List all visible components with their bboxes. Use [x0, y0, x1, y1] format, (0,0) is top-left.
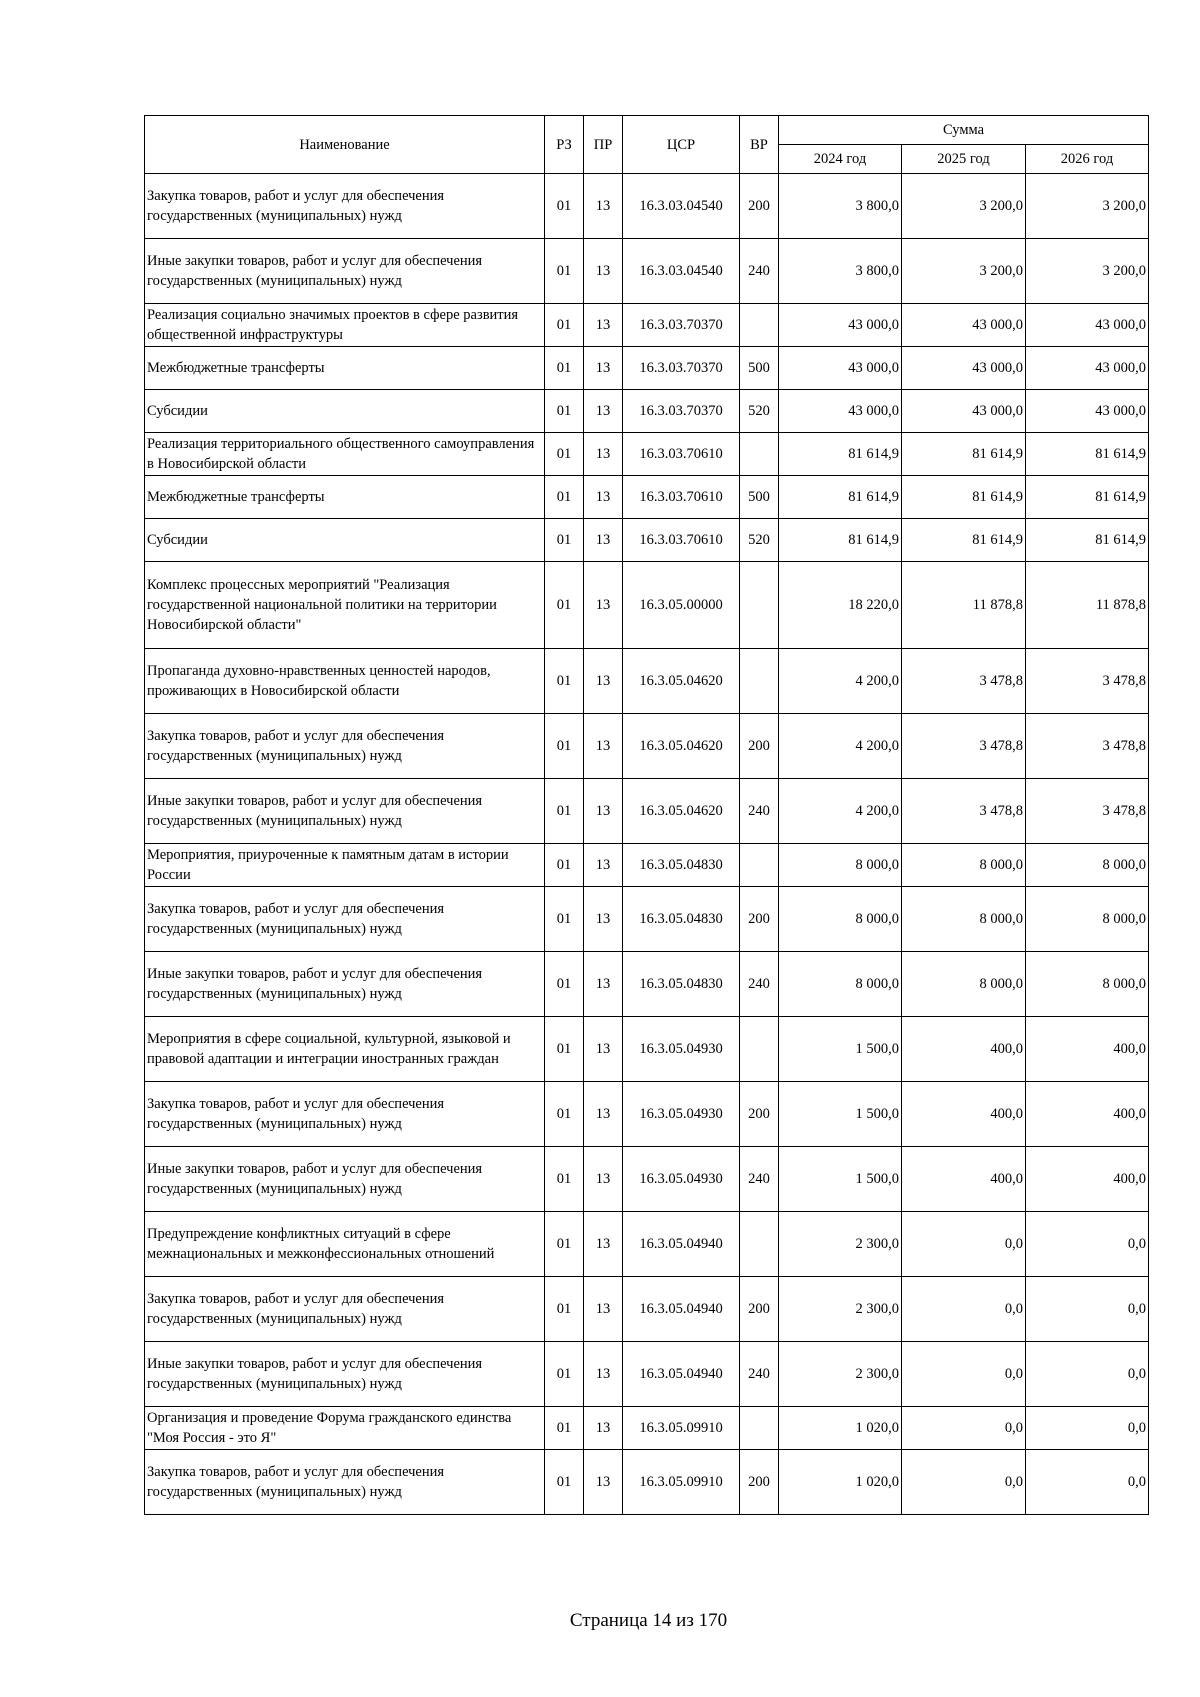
cell-name: Пропаганда духовно-нравственных ценностей народов, проживающих в Новосибирской области — [145, 649, 545, 714]
cell-name: Иные закупки товаров, работ и услуг для обеспечения государственных (муниципальных) нужд — [145, 952, 545, 1017]
header-year-2026: 2026 год — [1026, 145, 1149, 174]
cell-2025: 0,0 — [902, 1407, 1026, 1450]
cell-csr: 16.3.03.04540 — [623, 239, 740, 304]
cell-vr: 200 — [740, 1082, 779, 1147]
cell-rz: 01 — [545, 239, 584, 304]
cell-rz: 01 — [545, 304, 584, 347]
cell-2026: 81 614,9 — [1026, 519, 1149, 562]
cell-2024: 43 000,0 — [779, 347, 902, 390]
cell-2025: 0,0 — [902, 1212, 1026, 1277]
table-row — [145, 1212, 1149, 1277]
cell-vr: 200 — [740, 1450, 779, 1515]
cell-2024: 4 200,0 — [779, 649, 902, 714]
cell-vr: 240 — [740, 779, 779, 844]
cell-pr: 13 — [584, 476, 623, 519]
table-row — [145, 174, 1149, 239]
cell-2024: 3 800,0 — [779, 174, 902, 239]
header-vr: ВР — [740, 116, 779, 174]
cell-vr — [740, 1407, 779, 1450]
cell-pr: 13 — [584, 1147, 623, 1212]
header-year-2024: 2024 год — [779, 145, 902, 174]
cell-rz: 01 — [545, 519, 584, 562]
cell-vr: 200 — [740, 174, 779, 239]
cell-2024: 2 300,0 — [779, 1212, 902, 1277]
table-row — [145, 239, 1149, 304]
cell-2024: 8 000,0 — [779, 887, 902, 952]
cell-name: Закупка товаров, работ и услуг для обеспечения государственных (муниципальных) нужд — [145, 1450, 545, 1515]
cell-vr: 500 — [740, 347, 779, 390]
header-csr: ЦСР — [623, 116, 740, 174]
cell-pr: 13 — [584, 519, 623, 562]
cell-2024: 1 500,0 — [779, 1017, 902, 1082]
cell-rz: 01 — [545, 779, 584, 844]
table-row — [145, 779, 1149, 844]
table-row — [145, 649, 1149, 714]
cell-vr: 240 — [740, 1342, 779, 1407]
cell-2024: 81 614,9 — [779, 519, 902, 562]
cell-name: Закупка товаров, работ и услуг для обеспечения государственных (муниципальных) нужд — [145, 887, 545, 952]
cell-2025: 43 000,0 — [902, 347, 1026, 390]
cell-name: Комплекс процессных мероприятий "Реализация государственной национальной политики на территории Новосибирской области" — [145, 562, 545, 649]
cell-2026: 11 878,8 — [1026, 562, 1149, 649]
cell-csr: 16.3.03.70370 — [623, 304, 740, 347]
cell-name: Предупреждение конфликтных ситуаций в сфере межнациональных и межконфессиональных отношений — [145, 1212, 545, 1277]
cell-2025: 3 478,8 — [902, 649, 1026, 714]
table-row — [145, 887, 1149, 952]
table-row — [145, 433, 1149, 476]
cell-vr: 240 — [740, 239, 779, 304]
cell-csr: 16.3.05.00000 — [623, 562, 740, 649]
cell-csr: 16.3.05.04930 — [623, 1147, 740, 1212]
cell-vr: 200 — [740, 714, 779, 779]
cell-name: Иные закупки товаров, работ и услуг для обеспечения государственных (муниципальных) нужд — [145, 1342, 545, 1407]
header-pr: ПР — [584, 116, 623, 174]
cell-csr: 16.3.03.70610 — [623, 433, 740, 476]
cell-vr: 200 — [740, 1277, 779, 1342]
cell-2026: 8 000,0 — [1026, 887, 1149, 952]
table-row — [145, 1017, 1149, 1082]
cell-2025: 8 000,0 — [902, 952, 1026, 1017]
table-body — [145, 174, 1149, 1515]
cell-vr — [740, 649, 779, 714]
cell-2026: 8 000,0 — [1026, 844, 1149, 887]
cell-pr: 13 — [584, 649, 623, 714]
cell-csr: 16.3.05.09910 — [623, 1450, 740, 1515]
budget-table — [144, 115, 1149, 1515]
cell-name: Иные закупки товаров, работ и услуг для обеспечения государственных (муниципальных) нужд — [145, 1147, 545, 1212]
cell-rz: 01 — [545, 1277, 584, 1342]
cell-name: Реализация социально значимых проектов в сфере развития общественной инфраструктуры — [145, 304, 545, 347]
cell-csr: 16.3.05.04930 — [623, 1082, 740, 1147]
cell-2024: 18 220,0 — [779, 562, 902, 649]
cell-vr — [740, 1212, 779, 1277]
cell-vr: 500 — [740, 476, 779, 519]
cell-pr: 13 — [584, 1277, 623, 1342]
cell-2026: 0,0 — [1026, 1212, 1149, 1277]
cell-pr: 13 — [584, 1082, 623, 1147]
cell-name: Межбюджетные трансферты — [145, 476, 545, 519]
cell-2024: 1 500,0 — [779, 1082, 902, 1147]
table-row — [145, 952, 1149, 1017]
cell-pr: 13 — [584, 433, 623, 476]
cell-csr: 16.3.03.04540 — [623, 174, 740, 239]
cell-csr: 16.3.05.04830 — [623, 952, 740, 1017]
cell-vr: 240 — [740, 1147, 779, 1212]
table-row — [145, 844, 1149, 887]
cell-rz: 01 — [545, 347, 584, 390]
cell-pr: 13 — [584, 779, 623, 844]
cell-2025: 8 000,0 — [902, 844, 1026, 887]
cell-csr: 16.3.05.04620 — [623, 649, 740, 714]
cell-vr: 520 — [740, 519, 779, 562]
cell-2026: 400,0 — [1026, 1147, 1149, 1212]
cell-2024: 8 000,0 — [779, 844, 902, 887]
cell-2026: 81 614,9 — [1026, 433, 1149, 476]
cell-2025: 400,0 — [902, 1147, 1026, 1212]
cell-csr: 16.3.03.70370 — [623, 390, 740, 433]
cell-2026: 3 478,8 — [1026, 779, 1149, 844]
cell-name: Организация и проведение Форума гражданского единства "Моя Россия - это Я" — [145, 1407, 545, 1450]
cell-name: Закупка товаров, работ и услуг для обеспечения государственных (муниципальных) нужд — [145, 1277, 545, 1342]
cell-2024: 1 020,0 — [779, 1407, 902, 1450]
cell-2024: 43 000,0 — [779, 390, 902, 433]
cell-pr: 13 — [584, 952, 623, 1017]
cell-pr: 13 — [584, 1342, 623, 1407]
cell-pr: 13 — [584, 347, 623, 390]
cell-2026: 400,0 — [1026, 1017, 1149, 1082]
cell-2024: 2 300,0 — [779, 1342, 902, 1407]
cell-2026: 8 000,0 — [1026, 952, 1149, 1017]
cell-name: Закупка товаров, работ и услуг для обеспечения государственных (муниципальных) нужд — [145, 174, 545, 239]
cell-2026: 43 000,0 — [1026, 390, 1149, 433]
cell-name: Мероприятия, приуроченные к памятным датам в истории России — [145, 844, 545, 887]
cell-2025: 400,0 — [902, 1082, 1026, 1147]
cell-rz: 01 — [545, 649, 584, 714]
cell-pr: 13 — [584, 844, 623, 887]
cell-vr: 520 — [740, 390, 779, 433]
cell-2025: 81 614,9 — [902, 433, 1026, 476]
cell-csr: 16.3.05.09910 — [623, 1407, 740, 1450]
cell-rz: 01 — [545, 476, 584, 519]
cell-csr: 16.3.03.70610 — [623, 476, 740, 519]
cell-pr: 13 — [584, 1017, 623, 1082]
table-row — [145, 1407, 1149, 1450]
cell-2024: 1 020,0 — [779, 1450, 902, 1515]
cell-name: Субсидии — [145, 390, 545, 433]
cell-csr: 16.3.05.04940 — [623, 1277, 740, 1342]
cell-name: Иные закупки товаров, работ и услуг для обеспечения государственных (муниципальных) нужд — [145, 239, 545, 304]
table-row — [145, 390, 1149, 433]
cell-2025: 11 878,8 — [902, 562, 1026, 649]
cell-csr: 16.3.05.04830 — [623, 887, 740, 952]
cell-2026: 400,0 — [1026, 1082, 1149, 1147]
cell-csr: 16.3.03.70370 — [623, 347, 740, 390]
cell-2026: 0,0 — [1026, 1277, 1149, 1342]
cell-rz: 01 — [545, 1082, 584, 1147]
cell-2025: 400,0 — [902, 1017, 1026, 1082]
header-name: Наименование — [145, 116, 545, 174]
cell-2026: 3 200,0 — [1026, 239, 1149, 304]
cell-2025: 0,0 — [902, 1342, 1026, 1407]
cell-name: Межбюджетные трансферты — [145, 347, 545, 390]
page-number: Страница 14 из 170 — [569, 1610, 728, 1631]
cell-vr — [740, 1017, 779, 1082]
cell-2025: 0,0 — [902, 1450, 1026, 1515]
cell-2024: 43 000,0 — [779, 304, 902, 347]
cell-csr: 16.3.05.04830 — [623, 844, 740, 887]
cell-2024: 81 614,9 — [779, 476, 902, 519]
table-row — [145, 562, 1149, 649]
cell-2026: 0,0 — [1026, 1407, 1149, 1450]
cell-vr — [740, 304, 779, 347]
cell-rz: 01 — [545, 562, 584, 649]
table-row — [145, 714, 1149, 779]
cell-rz: 01 — [545, 1407, 584, 1450]
cell-rz: 01 — [545, 887, 584, 952]
header-year-2025: 2025 год — [902, 145, 1026, 174]
table-row — [145, 1342, 1149, 1407]
cell-pr: 13 — [584, 887, 623, 952]
cell-csr: 16.3.05.04940 — [623, 1212, 740, 1277]
cell-pr: 13 — [584, 714, 623, 779]
cell-2025: 81 614,9 — [902, 519, 1026, 562]
table-row — [145, 1147, 1149, 1212]
table-row — [145, 347, 1149, 390]
cell-pr: 13 — [584, 239, 623, 304]
cell-name: Мероприятия в сфере социальной, культурной, языковой и правовой адаптации и интеграции иностранных граждан — [145, 1017, 545, 1082]
cell-2025: 43 000,0 — [902, 390, 1026, 433]
cell-csr: 16.3.05.04930 — [623, 1017, 740, 1082]
cell-2025: 3 478,8 — [902, 714, 1026, 779]
cell-rz: 01 — [545, 714, 584, 779]
cell-csr: 16.3.05.04940 — [623, 1342, 740, 1407]
cell-rz: 01 — [545, 1212, 584, 1277]
cell-2026: 3 478,8 — [1026, 714, 1149, 779]
cell-rz: 01 — [545, 1017, 584, 1082]
cell-vr: 200 — [740, 887, 779, 952]
cell-rz: 01 — [545, 1342, 584, 1407]
header-rz: РЗ — [545, 116, 584, 174]
cell-2025: 3 478,8 — [902, 779, 1026, 844]
cell-2024: 3 800,0 — [779, 239, 902, 304]
cell-2024: 4 200,0 — [779, 714, 902, 779]
table-row — [145, 519, 1149, 562]
cell-name: Закупка товаров, работ и услуг для обеспечения государственных (муниципальных) нужд — [145, 1082, 545, 1147]
cell-2025: 43 000,0 — [902, 304, 1026, 347]
cell-csr: 16.3.05.04620 — [623, 714, 740, 779]
cell-pr: 13 — [584, 174, 623, 239]
cell-2026: 43 000,0 — [1026, 347, 1149, 390]
cell-2026: 0,0 — [1026, 1450, 1149, 1515]
cell-2024: 81 614,9 — [779, 433, 902, 476]
cell-2025: 8 000,0 — [902, 887, 1026, 952]
cell-2024: 8 000,0 — [779, 952, 902, 1017]
cell-rz: 01 — [545, 433, 584, 476]
cell-2026: 43 000,0 — [1026, 304, 1149, 347]
cell-2025: 3 200,0 — [902, 174, 1026, 239]
cell-rz: 01 — [545, 952, 584, 1017]
cell-pr: 13 — [584, 1212, 623, 1277]
cell-2025: 3 200,0 — [902, 239, 1026, 304]
table-row — [145, 1082, 1149, 1147]
cell-csr: 16.3.03.70610 — [623, 519, 740, 562]
cell-pr: 13 — [584, 304, 623, 347]
cell-pr: 13 — [584, 1450, 623, 1515]
cell-rz: 01 — [545, 390, 584, 433]
cell-name: Субсидии — [145, 519, 545, 562]
cell-rz: 01 — [545, 1147, 584, 1212]
cell-pr: 13 — [584, 1407, 623, 1450]
cell-vr — [740, 562, 779, 649]
header-sum: Сумма — [779, 116, 1149, 145]
cell-vr — [740, 433, 779, 476]
table-row — [145, 304, 1149, 347]
table-row — [145, 1450, 1149, 1515]
cell-2026: 81 614,9 — [1026, 476, 1149, 519]
cell-2026: 0,0 — [1026, 1342, 1149, 1407]
cell-pr: 13 — [584, 390, 623, 433]
table-row — [145, 1277, 1149, 1342]
cell-csr: 16.3.05.04620 — [623, 779, 740, 844]
cell-2025: 81 614,9 — [902, 476, 1026, 519]
cell-vr — [740, 844, 779, 887]
cell-vr: 240 — [740, 952, 779, 1017]
cell-name: Реализация территориального общественного самоуправления в Новосибирской области — [145, 433, 545, 476]
cell-2025: 0,0 — [902, 1277, 1026, 1342]
cell-2024: 1 500,0 — [779, 1147, 902, 1212]
table-row — [145, 476, 1149, 519]
budget-table-container — [144, 115, 1149, 1515]
cell-name: Иные закупки товаров, работ и услуг для обеспечения государственных (муниципальных) нужд — [145, 779, 545, 844]
cell-2026: 3 478,8 — [1026, 649, 1149, 714]
cell-2024: 4 200,0 — [779, 779, 902, 844]
cell-name: Закупка товаров, работ и услуг для обеспечения государственных (муниципальных) нужд — [145, 714, 545, 779]
cell-pr: 13 — [584, 562, 623, 649]
cell-2024: 2 300,0 — [779, 1277, 902, 1342]
cell-2026: 3 200,0 — [1026, 174, 1149, 239]
cell-rz: 01 — [545, 1450, 584, 1515]
cell-rz: 01 — [545, 844, 584, 887]
cell-rz: 01 — [545, 174, 584, 239]
